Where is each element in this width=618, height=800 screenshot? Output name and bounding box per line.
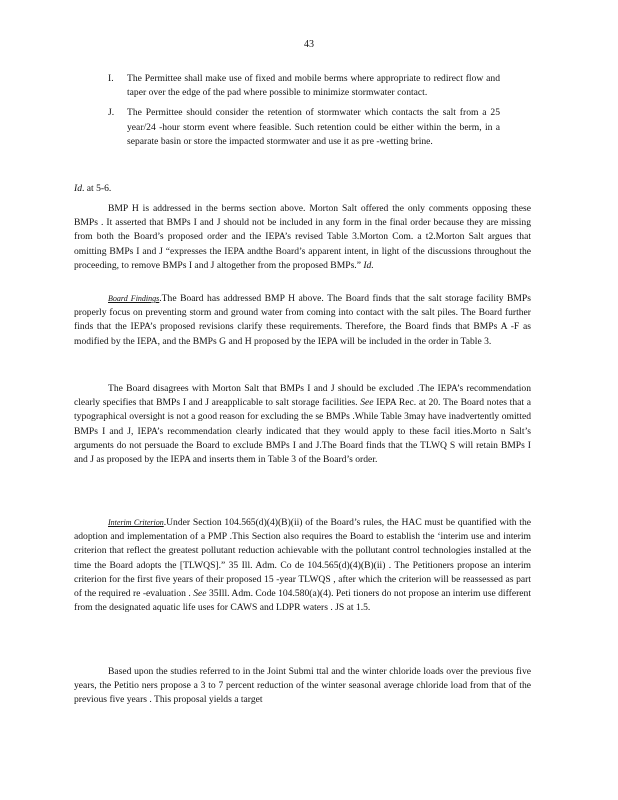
bmp-list [108,72,500,149]
paragraph-text: .The Board has addressed BMP H above. The Board finds that the salt storage facility BMPs properly focus on preventing storm and ground water from coming into contact with the salt piles. The Board further finds that the IEPA’s proposed revisions clarify these requirements. Therefore, the Board finds that BMPs A -F as modified by the IEPA, and the BMPs G and H proposed by the IEPA will be included in the order in Table 3. [74,293,532,347]
paragraph-board-findings [74,292,531,349]
list-item-text: The Permittee should consider the retention of stormwater which contacts the salt from a 25 year/24 -hour storm event where feasible. Such retention could be either within the berm, in a separate basin or store the impacted stormwater and use it as pre -wetting brine. [127,107,500,147]
paragraph-interim-criterion [74,516,531,615]
citation-id: Id. [363,259,374,271]
see-signal: See [360,397,374,409]
list-marker: I. [108,73,114,84]
see-signal: See [193,588,207,600]
section-heading: Interim Criterion [108,518,164,527]
paragraph-text: 35Ill. Adm. Code 104.580(a)(4). Peti tioners do not propose an interim use different from the designated aquatic life uses for CAWS and LDPR waters . JS at 1.5. [74,588,531,614]
paragraph-text: BMP H is addressed in the berms section above. Morton Salt offered the only comments opposing these BMPs . It asserted that BMPs I and J should not be included in any form in the final order because they are missing from both the Board’s proposed order and the IEPA’s revised Table 3.Morton Com. a t2.Morton Salt argues that omitting BMPs I and J “expresses the IEPA andthe Board’s apparent intent, in light of the discussions throughout the proceeding, to remove BMPs I and J altogether from the proposed BMPs.” [74,203,531,271]
list-marker: J. [108,107,115,119]
paragraph-text: The Board disagrees with Morton Salt that BMPs I and J should be excluded .The IEPA’s recommendation clearly specifies that BMPs I and J areapplicable to salt storage facilities. [74,383,531,409]
paragraph-text: Based upon the studies referred to in the Joint Submi ttal and the winter chloride loads over the previous five years, the Petitio ners propose a 3 to 7 percent reduction of the winter seasonal average chloride load from that of the previous five years . This proposal yields a target [74,666,531,706]
section-heading: Board Findings [108,294,160,303]
paragraph-board-disagrees [74,382,531,467]
list-item-text: The Permittee shall make use of fixed and mobile berms where appropriate to redirect flow and taper over the edge of the pad where possible to minimize stormwater contact. [127,73,500,99]
citation-line [74,182,531,196]
citation-text: . at 5-6. [82,183,112,194]
paragraph-bmp-h [74,202,531,273]
citation-id: Id [74,183,82,194]
paragraph-text: .Under Section 104.565(d)(4)(B)(ii) of the Board’s rules, the HAC must be quantified with the adoption and implementation of a PMP .This Section also requires the Board to establish the ‘interim use and interim criterion that reflect the greatest pollutant reduction achievable with the pollutant control technologies installed at the time the Board adopts the [TLWQS].” 35 Ill. Adm. Co de 104.565(d)(4)(B)(ii) . The Petitioners propose an interim criterion for the first five years of their proposed 15 -year TLWQS , after which the criterion will be reassessed as part of the required re -evaluation . [74,517,531,600]
paragraph-text: IEPA Rec. at 20. The Board notes that a typographical oversight is not a good reason for excluding the se BMPs .While Table 3may have inadvertently omitted BMPs I and J, IEPA’s recommendation clearly indicated that they would apply to these facil ities.Morto n Salt’s arguments do not persuade the Board to exclude BMPs I and J.The Board finds that the TLWQ S will retain BMPs I and J as proposed by the IEPA and inserts them in Table 3 of the Board’s order. [74,397,531,466]
page-number: 43 [304,39,314,50]
list-item [108,72,500,100]
paragraph-studies [74,665,531,708]
list-item [108,106,500,149]
